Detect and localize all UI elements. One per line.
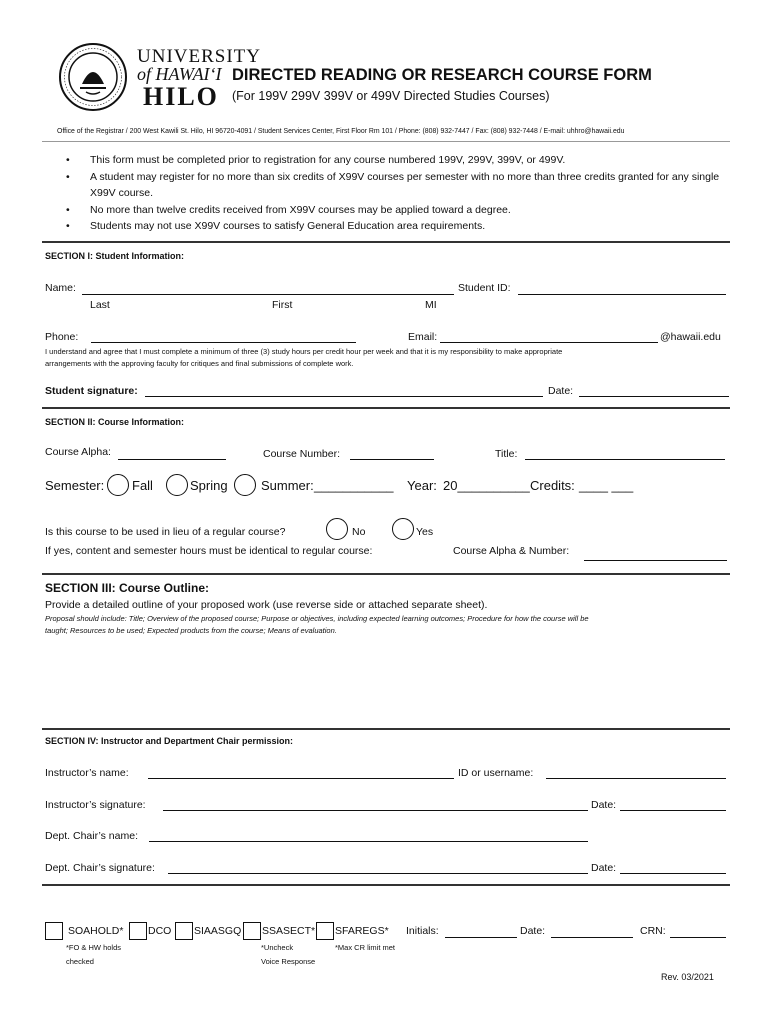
course-number-label: Course Number: (263, 448, 341, 460)
outline-area[interactable] (45, 642, 725, 722)
spring-label: Spring (190, 478, 228, 493)
holds-note-line2: checked (66, 957, 94, 966)
student-date-label: Date: (548, 385, 574, 397)
instructor-signature-field[interactable] (163, 810, 588, 811)
phone-field[interactable] (91, 342, 356, 343)
sfaregs-checkbox[interactable] (316, 922, 334, 940)
chair-name-label: Dept. Chair’s name: (45, 830, 138, 842)
student-date-field[interactable] (579, 396, 729, 397)
max-cr-note: *Max CR limit met (335, 943, 396, 952)
student-id-field[interactable] (518, 294, 726, 295)
email-suffix: @hawaii.edu (660, 331, 721, 343)
chair-date-field[interactable] (620, 873, 726, 874)
credits-label: Credits: (530, 478, 575, 493)
id-username-label: ID or username: (458, 767, 534, 779)
email-label: Email: (408, 331, 438, 343)
agreement-line2: arrangements with the approving faculty for critiques and final submissions of complete work. (45, 359, 354, 368)
lieu-yes-radio[interactable] (392, 518, 414, 540)
section-divider (42, 884, 730, 886)
rule-item: • No more than twelve credits received from X99V courses may be applied toward a degree. (66, 202, 726, 219)
chair-signature-field[interactable] (168, 873, 588, 874)
identical-note: If yes, content and semester hours must be identical to regular course: (45, 545, 373, 557)
university-name-line1: UNIVERSITY (137, 46, 261, 67)
section4-heading: SECTION IV: Instructor and Department Chair permission: (45, 736, 294, 746)
section-divider (42, 241, 730, 243)
university-name-line2: of HAWAI‘I (137, 64, 222, 84)
spring-radio[interactable] (166, 474, 188, 496)
soahold-checkbox[interactable] (45, 922, 63, 940)
outline-instruction: Provide a detailed outline of your proposed work (use reverse side or attached separate sheet). (45, 599, 488, 611)
alpha-number-label: Course Alpha & Number: (453, 545, 570, 557)
crn-field[interactable] (670, 937, 726, 938)
dco-checkbox[interactable] (129, 922, 147, 940)
instructor-signature-label: Instructor’s signature: (45, 799, 146, 811)
instructor-name-field[interactable] (148, 778, 454, 779)
rule-item: • This form must be completed prior to registration for any course numbered 199V, 299V, 399V, or 499V. (66, 152, 726, 169)
section-divider (42, 573, 730, 575)
summer-field[interactable]: ___________ (314, 478, 394, 493)
course-alpha-field[interactable] (118, 459, 226, 460)
rules-list (66, 152, 726, 235)
office-date-field[interactable] (551, 937, 633, 938)
alpha-number-field[interactable] (584, 560, 727, 561)
initials-label: Initials: (406, 925, 439, 937)
sfaregs-label: SFAREGS* (335, 925, 389, 937)
chair-date-label: Date: (591, 862, 617, 874)
chair-name-field[interactable] (149, 841, 588, 842)
siaasgq-checkbox[interactable] (175, 922, 193, 940)
email-field[interactable] (440, 342, 658, 343)
course-alpha-label: Course Alpha: (45, 446, 111, 458)
name-field[interactable] (82, 294, 454, 295)
form-title: DIRECTED READING OR RESEARCH COURSE FORM (232, 66, 652, 84)
course-title-label: Title: (495, 448, 518, 460)
university-seal (58, 42, 128, 112)
uncheck-note-line1: *Uncheck (261, 943, 294, 952)
section2-heading: SECTION II: Course Information: (45, 417, 185, 427)
lieu-yes-label: Yes (416, 526, 434, 538)
student-signature-label: Student signature: (45, 385, 138, 397)
section3-heading: SECTION III: Course Outline: (45, 581, 210, 595)
lieu-no-label: No (352, 526, 366, 538)
credits-field[interactable]: ____ ___ (579, 478, 634, 493)
first-label: First (272, 299, 293, 311)
rule-item: • Students may not use X99V courses to satisfy General Education area requirements. (66, 218, 726, 235)
siaasgq-label: SIAASGQ (194, 925, 242, 937)
instructor-name-label: Instructor’s name: (45, 767, 129, 779)
rule-item: • A student may register for no more than six credits of X99V courses per semester with no more than three credits granted for any single X99V course. (66, 169, 726, 202)
holds-note-line1: *FO & HW holds (66, 943, 122, 952)
section-divider (42, 407, 730, 409)
chair-signature-label: Dept. Chair’s signature: (45, 862, 155, 874)
phone-label: Phone: (45, 331, 79, 343)
ssasect-checkbox[interactable] (243, 922, 261, 940)
year-field[interactable]: 20__________ (443, 478, 530, 493)
instructor-date-field[interactable] (620, 810, 726, 811)
instructor-date-label: Date: (591, 799, 617, 811)
lieu-no-radio[interactable] (326, 518, 348, 540)
id-username-field[interactable] (546, 778, 726, 779)
initials-field[interactable] (445, 937, 517, 938)
revision-label: Rev. 03/2021 (661, 972, 714, 982)
uncheck-note-line2: Voice Response (261, 957, 316, 966)
course-number-field[interactable] (350, 459, 434, 460)
soahold-label: SOAHOLD* (68, 925, 124, 937)
fall-label: Fall (132, 478, 153, 493)
outline-note-line1: Proposal should include: Title; Overview of the proposed course; Purpose or objectives, including expected learning outcomes; Procedure for how the course will be (45, 614, 589, 623)
form-subtitle: (For 199V 299V 399V or 499V Directed Studies Courses) (232, 89, 550, 103)
student-id-label: Student ID: (458, 282, 511, 294)
student-signature-field[interactable] (145, 396, 543, 397)
summer-radio[interactable] (234, 474, 256, 496)
dco-label: DCO (148, 925, 172, 937)
lieu-question: Is this course to be used in lieu of a regular course? (45, 526, 286, 538)
header-divider (42, 141, 730, 142)
semester-label: Semester: (45, 478, 105, 493)
university-name-line3: HILO (143, 82, 219, 111)
crn-label: CRN: (640, 925, 666, 937)
agreement-line1: I understand and agree that I must complete a minimum of three (3) study hours per credit hour per week and that it is my responsibility to make appropriate (45, 347, 563, 356)
summer-label: Summer: (261, 478, 314, 493)
fall-radio[interactable] (107, 474, 129, 496)
mi-label: MI (425, 299, 437, 311)
outline-note-line2: taught; Resources to be used; Expected products from the course; Means of evaluation. (45, 626, 337, 635)
seal-icon (58, 42, 128, 112)
office-contact-line: Office of the Registrar / 200 West Kawili St. Hilo, HI 96720-4091 / Student Services Center, First Floor Rm 101 / Phone: (808) 932-7447 / Fax: (808) 932-7448 / E-mail: uhhro@hawaii.edu (57, 128, 625, 135)
section-divider (42, 728, 730, 730)
name-label: Name: (45, 282, 76, 294)
year-label: Year: (407, 478, 437, 493)
section1-heading: SECTION I: Student Information: (45, 251, 184, 261)
course-title-field[interactable] (525, 459, 725, 460)
office-date-label: Date: (520, 925, 546, 937)
last-label: Last (90, 299, 110, 311)
ssasect-label: SSASECT* (262, 925, 316, 937)
